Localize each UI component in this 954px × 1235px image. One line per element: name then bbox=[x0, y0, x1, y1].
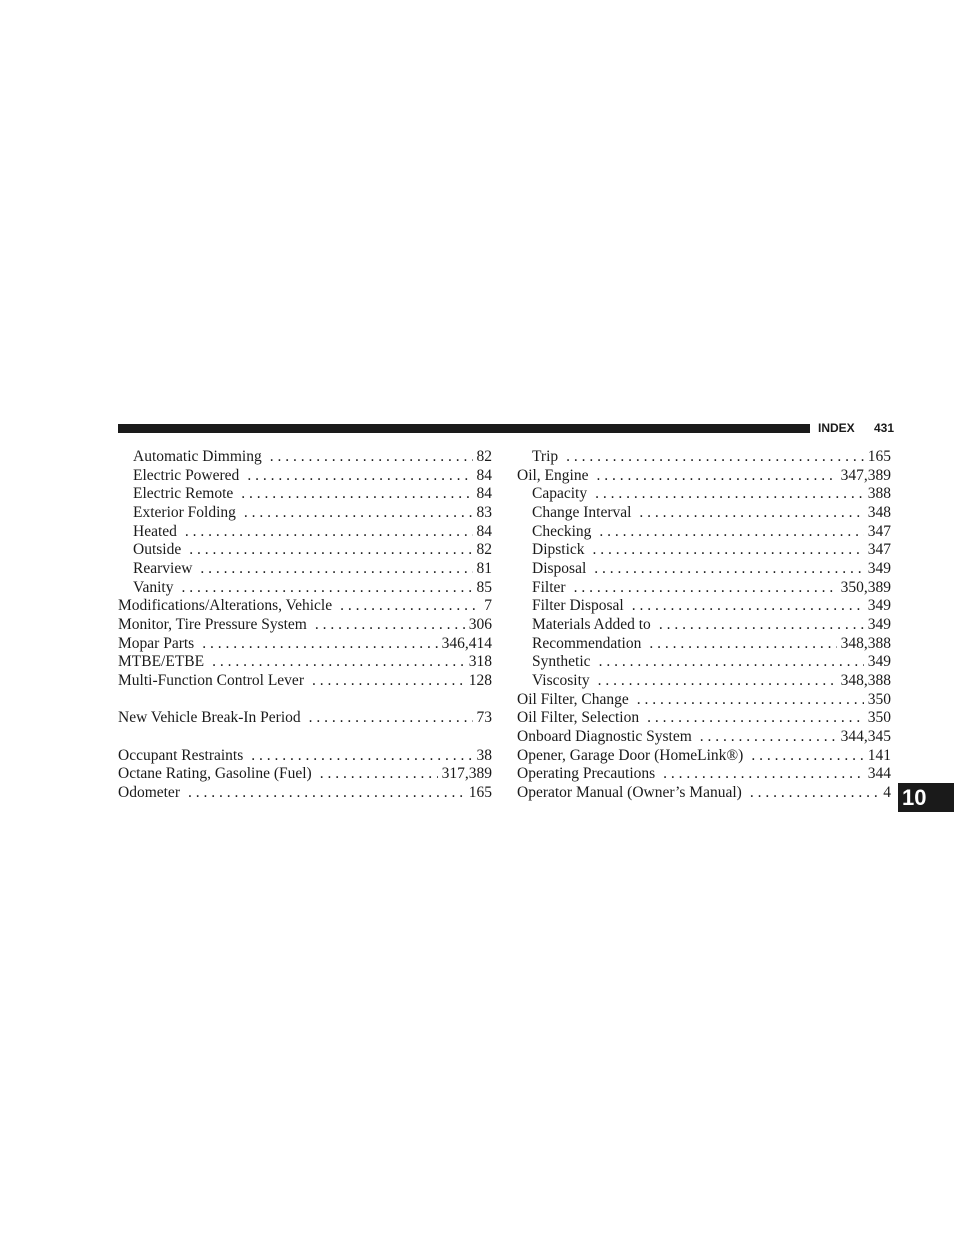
entry-page-ref: 348,388 bbox=[840, 672, 891, 690]
index-subentry bbox=[118, 579, 492, 598]
entry-page-ref: 165 bbox=[867, 448, 891, 465]
entry-page-ref: 388 bbox=[867, 485, 891, 503]
entry-label: Operator Manual (Owner’s Manual) bbox=[517, 784, 742, 802]
entry-label: Odometer bbox=[118, 784, 180, 802]
entry-page-ref: 82 bbox=[476, 541, 492, 559]
entry-page-ref: 348 bbox=[867, 504, 891, 522]
dot-leader bbox=[598, 672, 837, 691]
entry-label: Capacity bbox=[532, 485, 588, 503]
index-entry bbox=[517, 691, 891, 710]
index-subentry bbox=[517, 523, 891, 542]
entry-label: Dipstick bbox=[532, 541, 585, 559]
entry-label: Filter Disposal bbox=[532, 597, 624, 615]
chapter-tab: 10 bbox=[898, 783, 954, 812]
dot-leader bbox=[593, 541, 864, 560]
index-entry bbox=[517, 709, 891, 728]
dot-leader bbox=[309, 709, 473, 728]
entry-page-ref: 349 bbox=[867, 560, 891, 578]
dot-leader bbox=[566, 448, 864, 467]
index-column-left bbox=[118, 448, 492, 803]
entry-label: Disposal bbox=[532, 560, 587, 578]
entry-page-ref: 317,389 bbox=[441, 765, 492, 783]
index-subentry bbox=[118, 523, 492, 542]
entry-label: Checking bbox=[532, 522, 592, 540]
index-subentry bbox=[118, 541, 492, 560]
entry-label: Occupant Restraints bbox=[118, 746, 244, 764]
dot-leader bbox=[312, 672, 465, 691]
dot-leader bbox=[595, 485, 864, 504]
entry-page-ref: 350,389 bbox=[840, 578, 891, 596]
index-column-right bbox=[517, 448, 891, 803]
entry-label: Synthetic bbox=[532, 653, 591, 671]
entry-label: Materials Added to bbox=[532, 616, 651, 634]
index-subentry bbox=[517, 579, 891, 598]
entry-page-ref: 349 bbox=[867, 597, 891, 615]
dot-leader bbox=[185, 523, 473, 542]
entry-page-ref: 84 bbox=[476, 485, 492, 503]
section-title: INDEX bbox=[818, 421, 855, 435]
index-subentry bbox=[517, 504, 891, 523]
entry-label: Oil Filter, Selection bbox=[517, 709, 640, 727]
entry-page-ref: 128 bbox=[468, 672, 492, 690]
header-rule bbox=[118, 424, 810, 433]
page-number: 431 bbox=[873, 421, 894, 435]
entry-page-ref: 7 bbox=[484, 597, 492, 615]
entry-page-ref: 349 bbox=[867, 616, 891, 634]
entry-label: Onboard Diagnostic System bbox=[517, 728, 692, 746]
index-entry bbox=[517, 784, 891, 803]
entry-label: Opener, Garage Door (HomeLink®) bbox=[517, 746, 744, 764]
dot-leader bbox=[241, 485, 472, 504]
index-subentry bbox=[517, 485, 891, 504]
dot-leader bbox=[596, 467, 836, 486]
index-entry bbox=[118, 765, 492, 784]
entry-label: Electric Remote bbox=[133, 485, 234, 503]
dot-leader bbox=[751, 747, 863, 766]
dot-leader bbox=[320, 765, 438, 784]
dot-leader bbox=[244, 504, 473, 523]
index-subentry bbox=[517, 597, 891, 616]
dot-leader bbox=[574, 579, 837, 598]
entry-label: Octane Rating, Gasoline (Fuel) bbox=[118, 765, 312, 783]
index-entry bbox=[118, 653, 492, 672]
dot-leader bbox=[663, 765, 864, 784]
entry-page-ref: 344,345 bbox=[840, 728, 891, 746]
dot-leader bbox=[594, 560, 864, 579]
dot-leader bbox=[251, 747, 472, 766]
entry-label: Rearview bbox=[133, 560, 193, 578]
dot-leader bbox=[750, 784, 879, 803]
dot-leader bbox=[599, 653, 864, 672]
dot-leader bbox=[212, 653, 465, 672]
entry-page-ref: 318 bbox=[468, 653, 492, 671]
entry-label: Vanity bbox=[133, 578, 174, 596]
dot-leader bbox=[247, 467, 472, 486]
entry-page-ref: 306 bbox=[468, 616, 492, 634]
dot-leader bbox=[599, 523, 863, 542]
entry-label: Oil, Engine bbox=[517, 466, 589, 484]
index-subentry bbox=[118, 560, 492, 579]
entry-page-ref: 344 bbox=[867, 765, 891, 783]
entry-page-ref: 73 bbox=[476, 709, 492, 727]
entry-page-ref: 347,389 bbox=[840, 466, 891, 484]
entry-label: Multi-Function Control Lever bbox=[118, 672, 304, 690]
dot-leader bbox=[315, 616, 465, 635]
dot-leader bbox=[188, 784, 465, 803]
entry-label: Change Interval bbox=[532, 504, 632, 522]
entry-label: Mopar Parts bbox=[118, 634, 195, 652]
entry-page-ref: 81 bbox=[476, 560, 492, 578]
index-subentry bbox=[517, 653, 891, 672]
entry-page-ref: 347 bbox=[867, 541, 891, 559]
entry-label: Automatic Dimming bbox=[133, 448, 262, 465]
index-subentry bbox=[118, 448, 492, 467]
index-subentry bbox=[118, 504, 492, 523]
entry-label: Oil Filter, Change bbox=[517, 690, 629, 708]
entry-label: Filter bbox=[532, 578, 566, 596]
dot-leader bbox=[189, 541, 472, 560]
index-entry bbox=[118, 709, 492, 728]
entry-label: Heated bbox=[133, 522, 177, 540]
entry-page-ref: 4 bbox=[883, 784, 891, 802]
dot-leader bbox=[700, 728, 837, 747]
dot-leader bbox=[181, 579, 472, 598]
index-subentry bbox=[517, 635, 891, 654]
index-subentry bbox=[517, 541, 891, 560]
entry-label: Exterior Folding bbox=[133, 504, 236, 522]
index-entry bbox=[517, 467, 891, 486]
dot-leader bbox=[200, 560, 472, 579]
index-subentry bbox=[118, 485, 492, 504]
entry-label: Modifications/Alterations, Vehicle bbox=[118, 597, 333, 615]
index-entry bbox=[517, 765, 891, 784]
index-entry bbox=[118, 672, 492, 691]
index-entry bbox=[517, 747, 891, 766]
dot-leader bbox=[270, 448, 473, 467]
entry-page-ref: 141 bbox=[867, 746, 891, 764]
entry-label: Outside bbox=[133, 541, 182, 559]
entry-label: MTBE/ETBE bbox=[118, 653, 205, 671]
dot-leader bbox=[659, 616, 864, 635]
index-entry bbox=[118, 747, 492, 766]
dot-leader bbox=[649, 635, 836, 654]
entry-label: New Vehicle Break-In Period bbox=[118, 709, 301, 727]
dot-leader bbox=[340, 597, 480, 616]
entry-page-ref: 84 bbox=[476, 522, 492, 540]
entry-page-ref: 349 bbox=[867, 653, 891, 671]
entry-label: Operating Precautions bbox=[517, 765, 656, 783]
entry-label: Trip bbox=[532, 448, 559, 465]
index-entry bbox=[118, 784, 492, 803]
index-subentry bbox=[118, 467, 492, 486]
entry-page-ref: 350 bbox=[867, 709, 891, 727]
entry-page-ref: 83 bbox=[476, 504, 492, 522]
index-subentry bbox=[517, 448, 891, 467]
entry-page-ref: 38 bbox=[476, 746, 492, 764]
entry-label: Monitor, Tire Pressure System bbox=[118, 616, 307, 634]
entry-page-ref: 350 bbox=[867, 690, 891, 708]
entry-page-ref: 347 bbox=[867, 522, 891, 540]
dot-leader bbox=[647, 709, 864, 728]
index-entry bbox=[118, 597, 492, 616]
entry-page-ref: 85 bbox=[476, 578, 492, 596]
entry-page-ref: 82 bbox=[476, 448, 492, 465]
entry-page-ref: 346,414 bbox=[441, 634, 492, 652]
dot-leader bbox=[632, 597, 864, 616]
dot-leader bbox=[637, 691, 864, 710]
entry-label: Electric Powered bbox=[133, 466, 240, 484]
index-entry bbox=[517, 728, 891, 747]
index-subentry bbox=[517, 616, 891, 635]
index-entry bbox=[118, 616, 492, 635]
running-header bbox=[818, 419, 894, 437]
entry-page-ref: 348,388 bbox=[840, 634, 891, 652]
entry-label: Viscosity bbox=[532, 672, 590, 690]
entry-page-ref: 165 bbox=[468, 784, 492, 802]
index-subentry bbox=[517, 672, 891, 691]
entry-page-ref: 84 bbox=[476, 466, 492, 484]
index-subentry bbox=[517, 560, 891, 579]
dot-leader bbox=[202, 635, 437, 654]
dot-leader bbox=[639, 504, 863, 523]
entry-label: Recommendation bbox=[532, 634, 642, 652]
index-entry bbox=[118, 635, 492, 654]
